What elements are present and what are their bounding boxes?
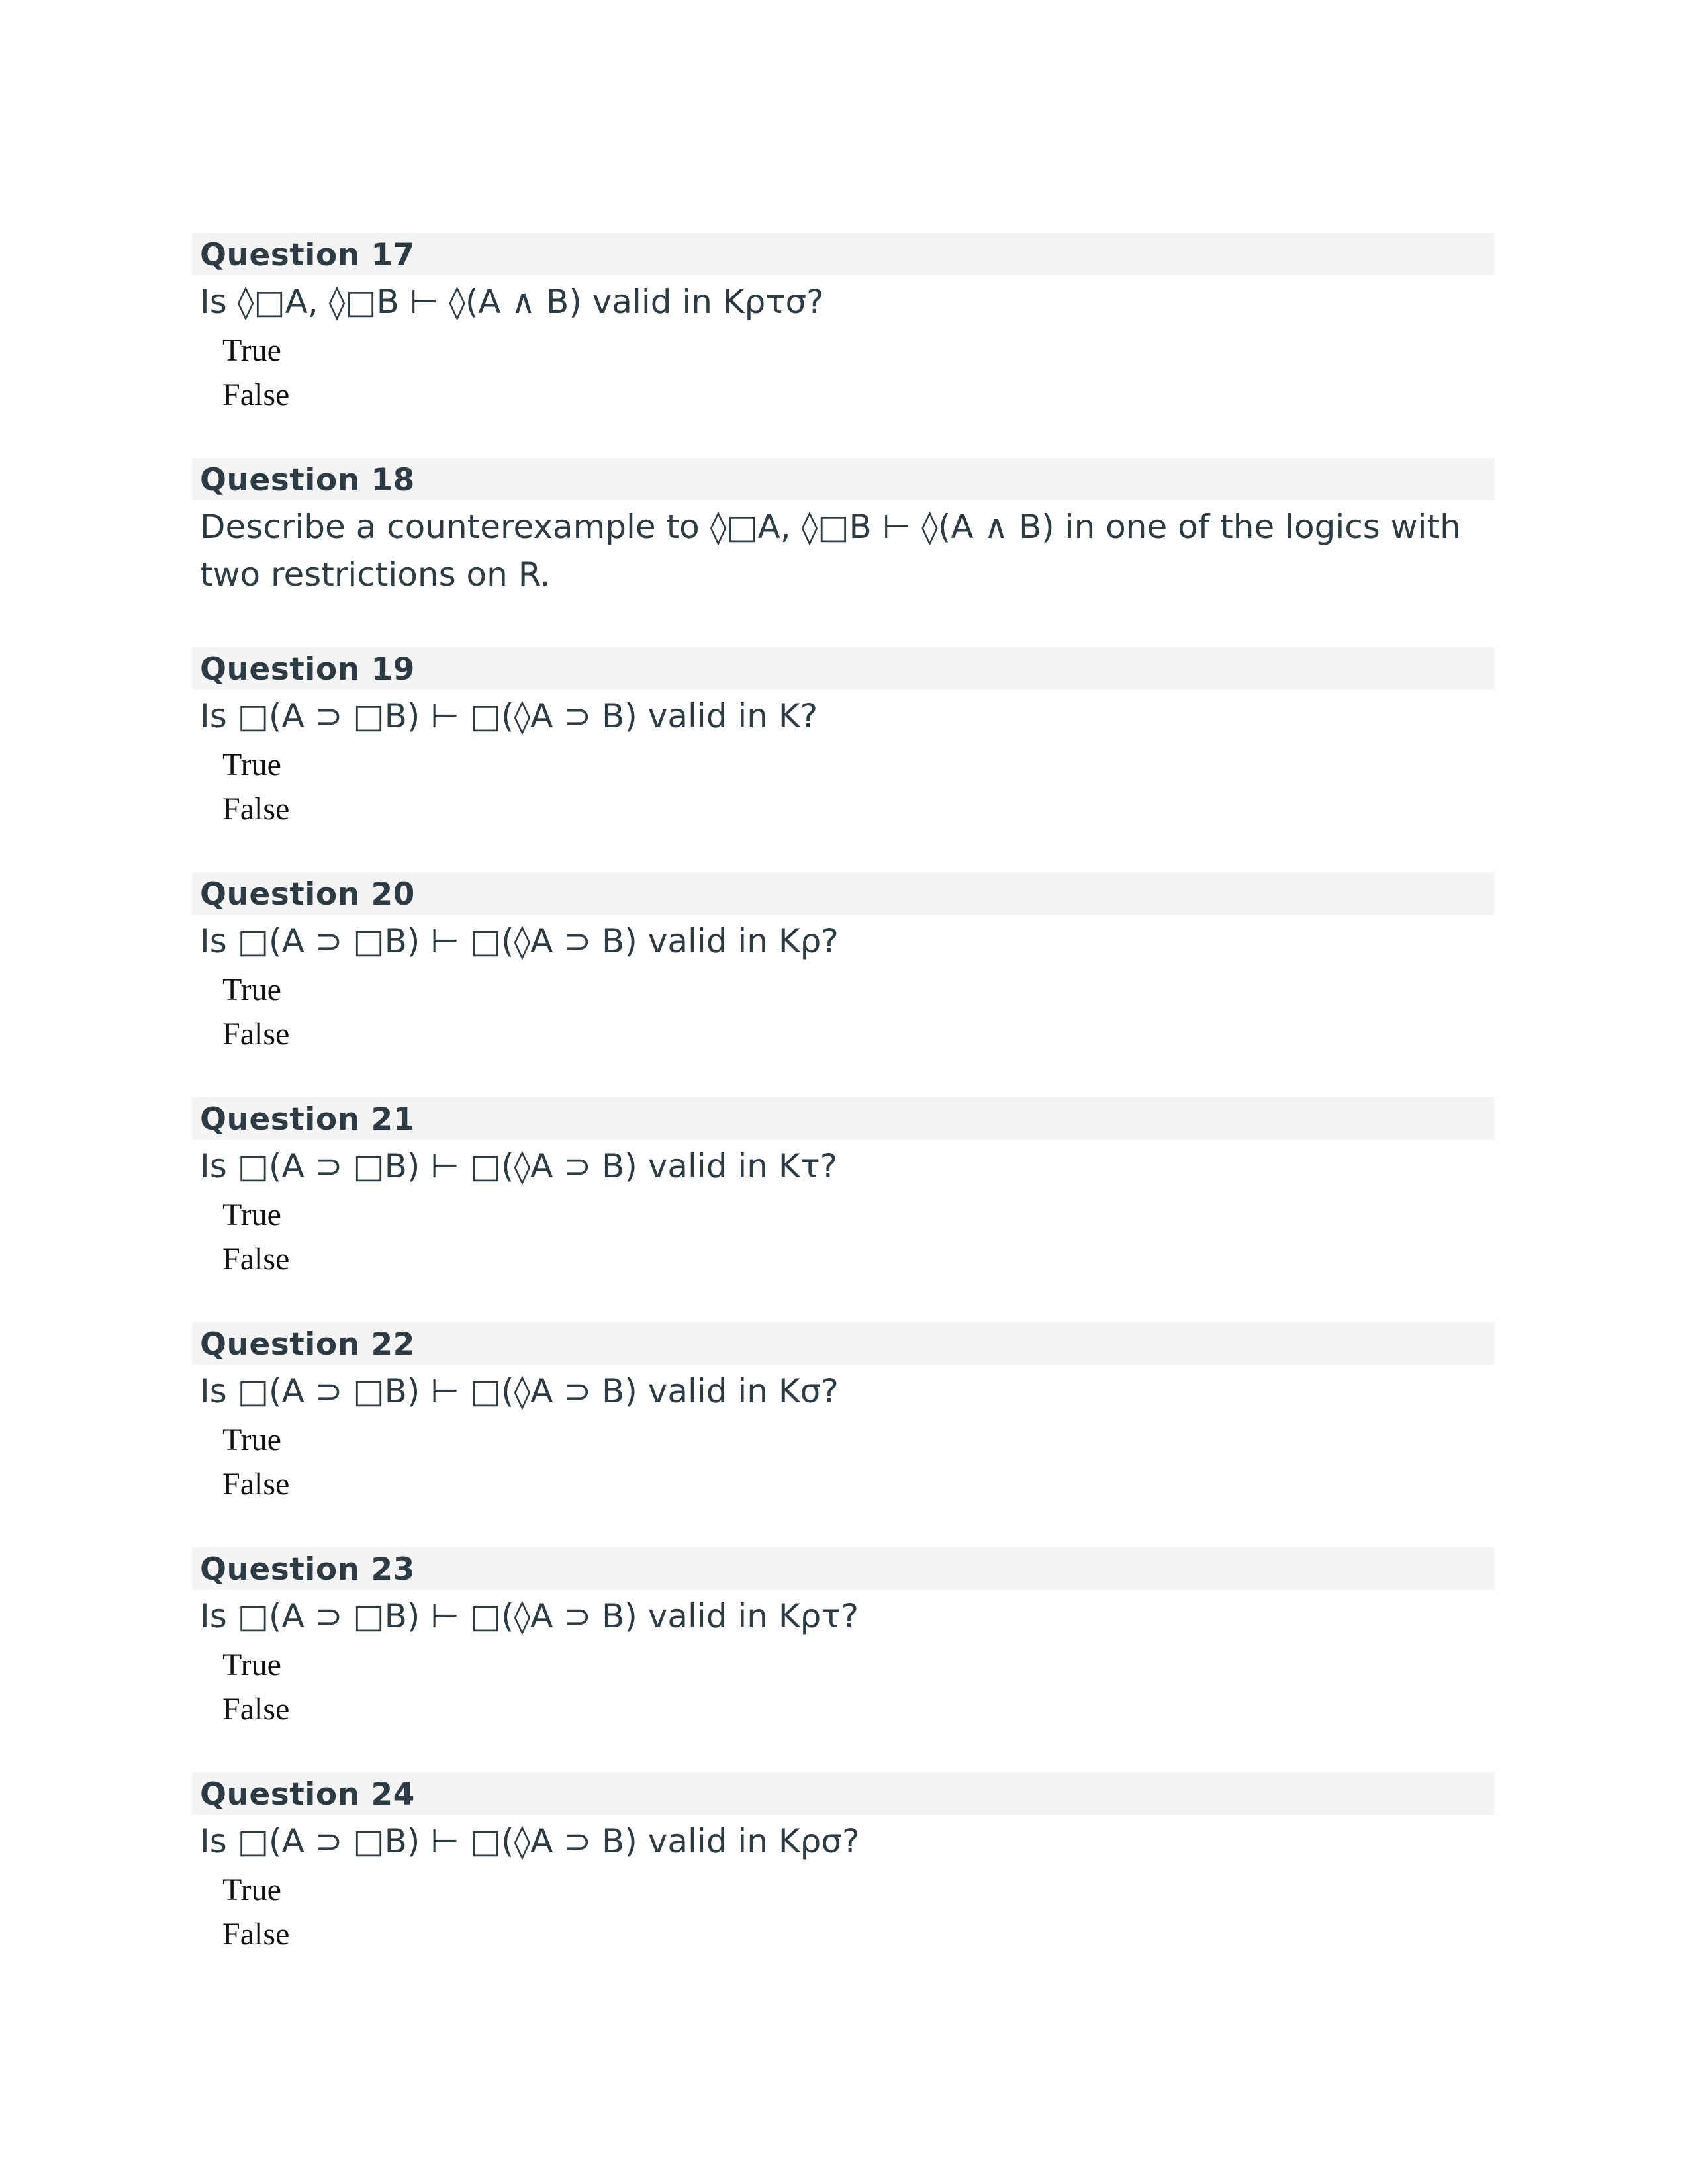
answer-option-false[interactable]: False <box>222 1692 290 1727</box>
question-23 <box>192 1547 1495 1731</box>
answer-option-false[interactable]: False <box>222 1917 290 1952</box>
question-21 <box>192 1097 1495 1281</box>
answer-option-true[interactable]: True <box>222 972 281 1007</box>
question-text: Describe a counterexample to ◊□A, ◊□B ⊢ ◊(A ∧ B) in one of the logics with two restrictions on R. <box>200 508 1461 594</box>
answer-option-false[interactable]: False <box>222 792 290 827</box>
question-text: Is □(A ⊃ □B) ⊢ □(◊A ⊃ B) valid in Kτ? <box>200 1147 838 1185</box>
quiz-page <box>192 233 1495 1956</box>
question-18 <box>192 458 1495 598</box>
answer-list <box>192 1643 1495 1731</box>
answer-option-true[interactable]: True <box>222 1422 281 1457</box>
question-number: Question 21 <box>200 1101 415 1138</box>
question-header <box>192 872 1495 915</box>
answer-list <box>192 328 1495 417</box>
question-text: Is □(A ⊃ □B) ⊢ □(◊A ⊃ B) valid in Kρτ? <box>200 1597 859 1635</box>
question-22 <box>192 1322 1495 1506</box>
answer-list <box>192 743 1495 831</box>
question-text: Is □(A ⊃ □B) ⊢ □(◊A ⊃ B) valid in Kρ? <box>200 922 839 960</box>
question-header <box>192 1322 1495 1365</box>
question-number: Question 20 <box>200 876 415 913</box>
answer-list <box>192 1418 1495 1506</box>
question-text: Is ◊□A, ◊□B ⊢ ◊(A ∧ B) valid in Kρτσ? <box>200 283 824 321</box>
answer-list <box>192 1193 1495 1281</box>
question-number: Question 22 <box>200 1326 415 1363</box>
question-text: Is □(A ⊃ □B) ⊢ □(◊A ⊃ B) valid in Kσ? <box>200 1372 839 1410</box>
question-24 <box>192 1772 1495 1956</box>
question-header <box>192 1772 1495 1815</box>
answer-option-true[interactable]: True <box>222 747 281 782</box>
answer-option-true[interactable]: True <box>222 1647 281 1682</box>
question-number: Question 23 <box>200 1551 415 1588</box>
question-number: Question 17 <box>200 237 415 273</box>
question-header <box>192 1097 1495 1140</box>
question-header <box>192 458 1495 500</box>
answer-option-true[interactable]: True <box>222 1872 281 1907</box>
answer-list <box>192 968 1495 1056</box>
question-text: Is □(A ⊃ □B) ⊢ □(◊A ⊃ B) valid in Kρσ? <box>200 1822 860 1860</box>
question-text: Is □(A ⊃ □B) ⊢ □(◊A ⊃ B) valid in K? <box>200 697 818 735</box>
answer-option-false[interactable]: False <box>222 377 290 412</box>
question-header <box>192 233 1495 275</box>
question-19 <box>192 647 1495 831</box>
answer-option-false[interactable]: False <box>222 1242 290 1277</box>
question-number: Question 19 <box>200 651 415 688</box>
answer-list <box>192 1868 1495 1956</box>
answer-option-true[interactable]: True <box>222 1197 281 1232</box>
question-number: Question 24 <box>200 1776 415 1813</box>
question-20 <box>192 872 1495 1056</box>
question-number: Question 18 <box>200 462 415 498</box>
answer-option-false[interactable]: False <box>222 1467 290 1502</box>
answer-option-false[interactable]: False <box>222 1017 290 1052</box>
question-header <box>192 647 1495 690</box>
answer-option-true[interactable]: True <box>222 333 281 368</box>
question-17 <box>192 233 1495 417</box>
question-header <box>192 1547 1495 1590</box>
